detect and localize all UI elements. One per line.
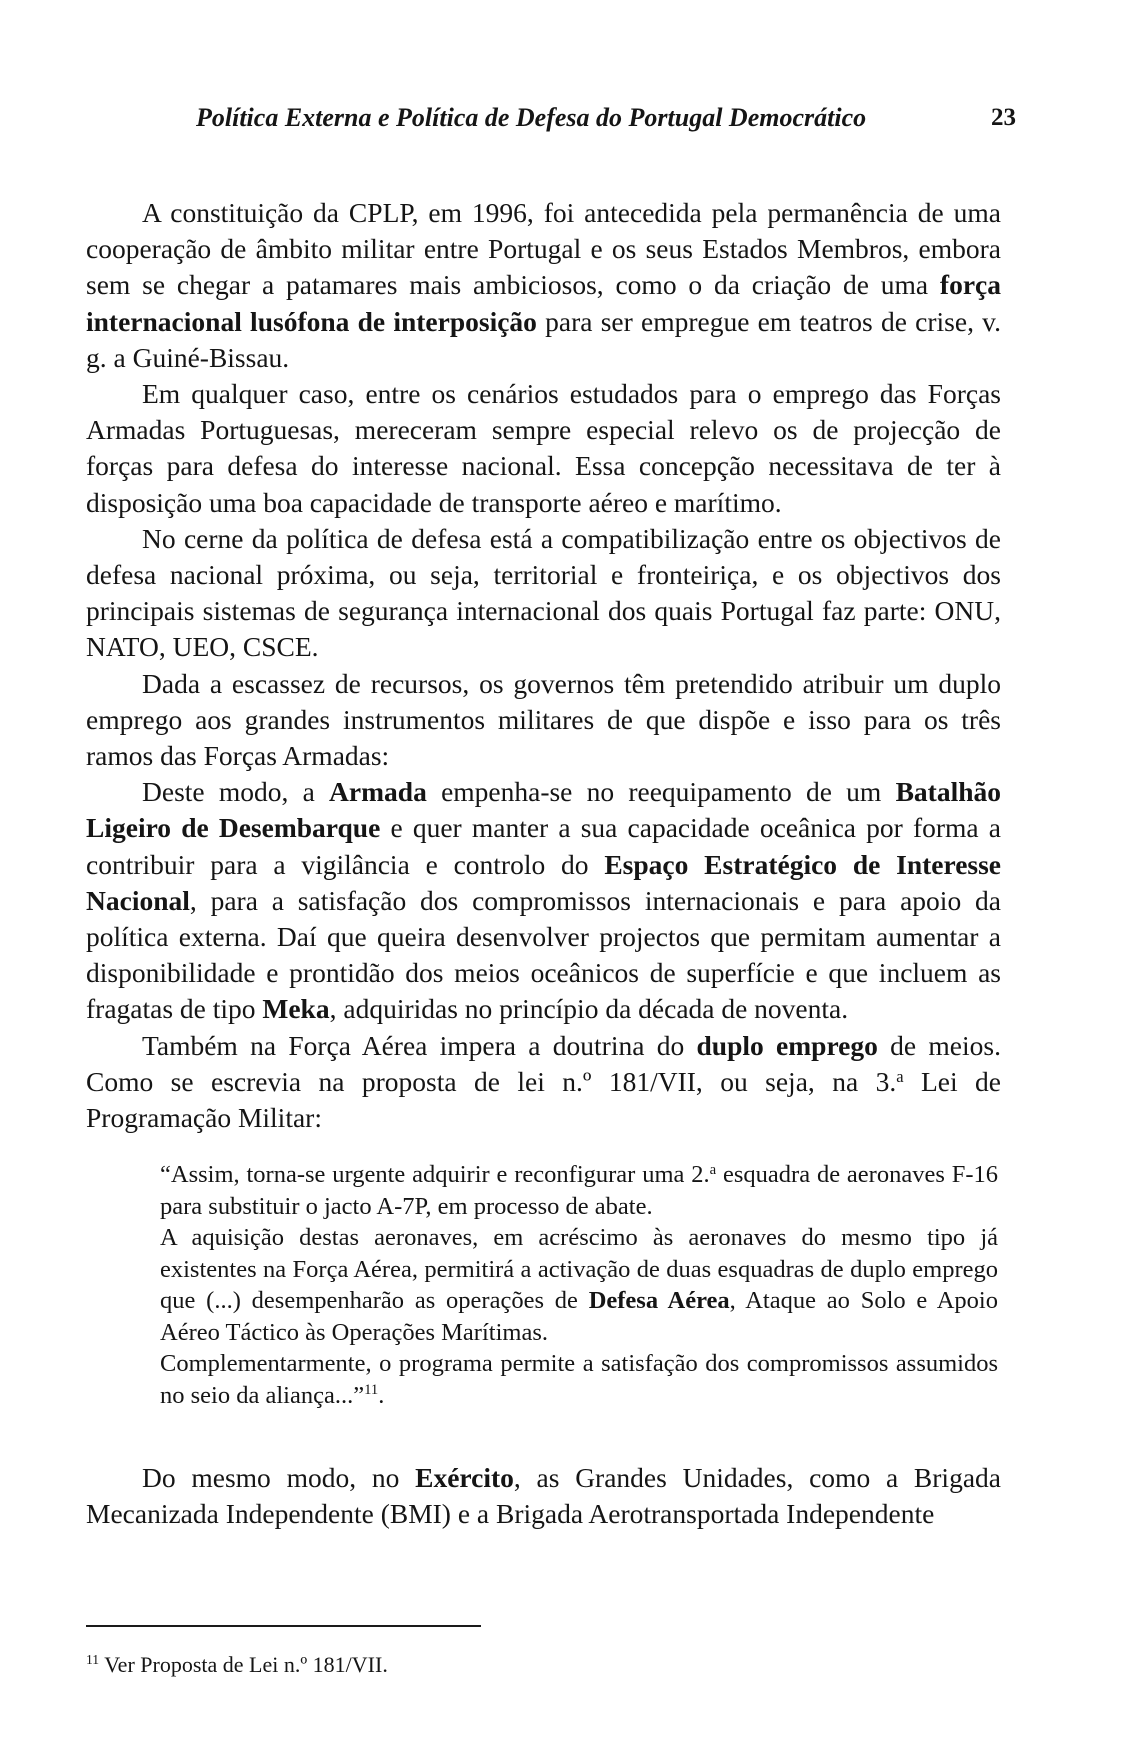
paragraph-navy — [86, 774, 1001, 1027]
text-run: Lei de Programação Militar: — [86, 1065, 1001, 1134]
bold-term: Exército — [415, 1462, 514, 1493]
quote-paragraph-3 — [160, 1348, 998, 1411]
footnote-divider — [86, 1625, 481, 1627]
running-title: Política Externa e Política de Defesa do Portugal Democrático — [196, 103, 867, 132]
page-header — [196, 100, 1016, 136]
quote-paragraph-2 — [160, 1222, 998, 1348]
bold-term: Batalhão Ligeiro de Desembarque — [86, 776, 1001, 844]
superscript: a — [896, 1066, 904, 1086]
text-run: . — [378, 1381, 385, 1409]
paragraph-cplp — [86, 195, 1001, 376]
text-run: , as Grandes Unidades, como a Brigada Mecanizada Independente (BMI) e a Brigada Aerotransportada Independente — [86, 1462, 1001, 1530]
main-text — [86, 195, 1001, 1136]
block-quote — [160, 1159, 998, 1411]
text-run: , para a satisfação dos compromissos internacionais e para apoio da política externa. Daí que queira desenvolver projectos que permitam aumentar a disponibilidade e prontidão dos meios oceânicos de superfície e que incluem as fragatas de tipo — [86, 884, 1001, 1025]
text-run: empenha-se no reequipamento de um — [426, 776, 896, 808]
paragraph-defense-policy — [86, 521, 1001, 666]
text-run: “Assim, torna-se urgente adquirir e reconfigurar uma 2. — [160, 1161, 710, 1188]
footnote-marker: 11 — [86, 1651, 100, 1667]
paragraph-scenarios — [86, 376, 1001, 521]
bold-term: duplo emprego — [696, 1029, 878, 1061]
text-run: de meios. Como se escrevia na proposta de lei n.º 181/VII, ou seja, na 3. — [86, 1029, 1001, 1097]
paragraph-army — [86, 1460, 1001, 1532]
footnote-reference: 11 — [364, 1382, 379, 1399]
text-run: Complementarmente, o programa permite a satisfação dos compromissos assumidos no seio da aliança...” — [160, 1350, 998, 1409]
bold-term: Meka — [262, 993, 330, 1025]
text-run: Em qualquer caso, entre os cenários estudados para o emprego das Forças Armadas Portuguesas, mereceram sempre especial relevo os de projecção de forças para defesa do interesse nacional. Essa concepção necessitava de ter à disposição uma boa capacidade de transporte aéreo e marítimo. — [86, 378, 1001, 518]
paragraph-resources — [86, 666, 1001, 775]
bold-term: Armada — [329, 776, 427, 808]
page-number: 23 — [991, 104, 1016, 131]
text-run: esquadra de aeronaves F-16 para substituir o jacto A-7P, em processo de abate. — [160, 1161, 999, 1220]
text-run: para ser empregue em teatros de crise, v. g. a Guiné-Bissau. — [86, 305, 1002, 373]
footnote — [86, 1650, 388, 1680]
paragraph-air-force — [86, 1028, 1001, 1137]
text-run: Do mesmo modo, no — [142, 1462, 416, 1493]
text-run: Também na Força Aérea impera a doutrina do — [142, 1029, 697, 1061]
text-run: , adquiridas no princípio da década de noventa. — [329, 993, 849, 1025]
text-run: No cerne da política de defesa está a compatibilização entre os objectivos de defesa nacional próxima, ou seja, territorial e fronteiriça, e os objectivos dos principais sistemas de segurança internacional dos quais Portugal faz parte: ONU, NATO, UEO, CSCE. — [86, 522, 1001, 663]
text-run: , Ataque ao Solo e Apoio Aéreo Táctico às Operações Marítimas. — [160, 1287, 998, 1346]
text-run: Deste modo, a — [142, 776, 330, 808]
main-text-continued — [86, 1460, 1001, 1532]
bold-term: força internacional lusófona de interposição — [86, 269, 1001, 337]
text-run: Dada a escassez de recursos, os governos têm pretendido atribuir um duplo emprego aos grandes instrumentos militares de que dispõe e isso para os três ramos das Forças Armadas: — [86, 667, 1001, 772]
bold-term: Espaço Estratégico de Interesse Nacional — [86, 848, 1002, 916]
text-run: A aquisição destas aeronaves, em acréscimo às aeronaves do mesmo tipo já existentes na Força Aérea, permitirá a activação de duas esquadras de duplo emprego que (...) desempenharão as operações de — [160, 1224, 998, 1314]
superscript: a — [709, 1161, 717, 1178]
bold-term: Defesa Aérea — [588, 1287, 730, 1314]
quote-paragraph-1 — [160, 1159, 998, 1222]
footnote-text: Ver Proposta de Lei n.º 181/VII. — [99, 1652, 388, 1677]
text-run: A constituição da CPLP, em 1996, foi antecedida pela permanência de uma cooperação de âmbito militar entre Portugal e os seus Estados Membros, embora sem se chegar a patamares mais ambiciosos, como o da criação de uma — [86, 197, 1001, 301]
text-run: e quer manter a sua capacidade oceânica por forma a contribuir para a vigilância e controlo do — [86, 812, 1002, 880]
